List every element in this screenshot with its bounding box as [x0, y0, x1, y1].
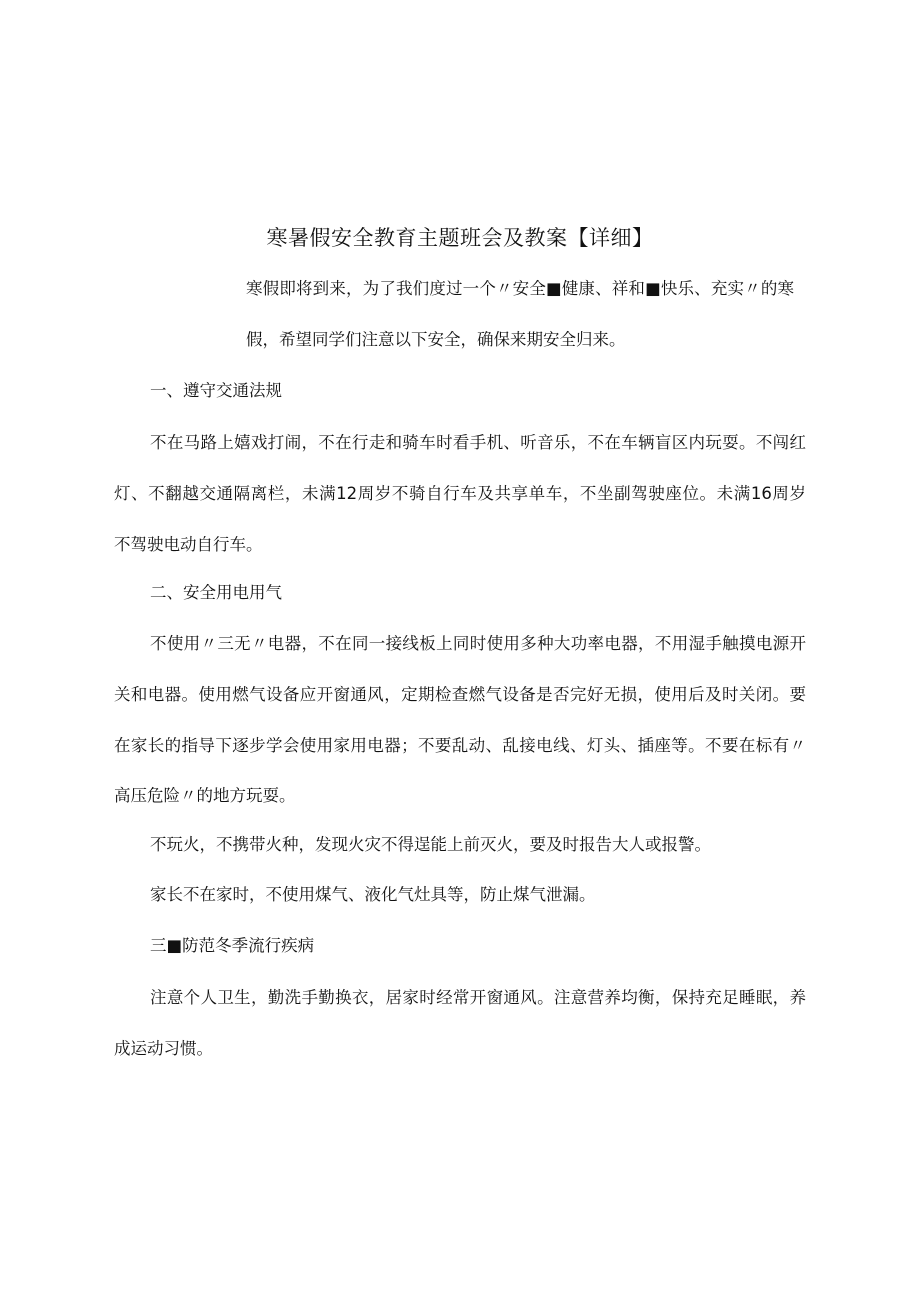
section-2-paragraph-line-4: 高压危险〃的地方玩耍。 — [114, 786, 296, 805]
section-1-paragraph-line-2: 灯、不翻越交通隔离栏，未满12周岁不骑自行车及共享单车，不坐副驾驶座位。未满16周岁 — [114, 484, 806, 503]
section-1-heading: 一、遵守交通法规 — [150, 381, 282, 400]
section-3-heading: 三■防范冬季流行疾病 — [150, 936, 315, 955]
section-2-paragraph-line-2: 关和电器。使用燃气设备应开窗通风，定期检查燃气设备是否完好无损，使用后及时关闭。要 — [114, 685, 806, 704]
section-2-heading: 二、安全用电用气 — [150, 583, 282, 602]
section-2-paragraph-line-1: 不使用〃三无〃电器，不在同一接线板上同时使用多种大功率电器，不用湿手触摸电源开 — [150, 634, 806, 653]
section-1-paragraph-line-1: 不在马路上嬉戏打闹，不在行走和骑车时看手机、听音乐，不在车辆盲区内玩耍。不闯红 — [150, 433, 806, 452]
section-2-paragraph-3: 家长不在家时，不使用煤气、液化气灶具等，防止煤气泄漏。 — [150, 885, 596, 904]
section-3-paragraph-line-2: 成运动习惯。 — [114, 1039, 213, 1058]
intro-line-2: 假，希望同学们注意以下安全，确保来期安全归来。 — [246, 330, 626, 349]
section-2-paragraph-line-3: 在家长的指导下逐步学会使用家用电器；不要乱动、乱接电线、灯头、插座等。不要在标有〃 — [114, 736, 806, 755]
intro-line-1: 寒假即将到来，为了我们度过一个〃安全■健康、祥和■快乐、充实〃的寒 — [246, 279, 794, 298]
section-3-paragraph-line-1: 注意个人卫生，勤洗手勤换衣，居家时经常开窗通风。注意营养均衡，保持充足睡眠，养 — [150, 988, 806, 1007]
document-title: 寒暑假安全教育主题班会及教案【详细】 — [266, 226, 654, 250]
section-2-paragraph-2: 不玩火，不携带火种，发现火灾不得逞能上前灭火，要及时报告大人或报警。 — [150, 835, 711, 854]
section-1-paragraph-line-3: 不驾驶电动自行车。 — [114, 535, 263, 554]
